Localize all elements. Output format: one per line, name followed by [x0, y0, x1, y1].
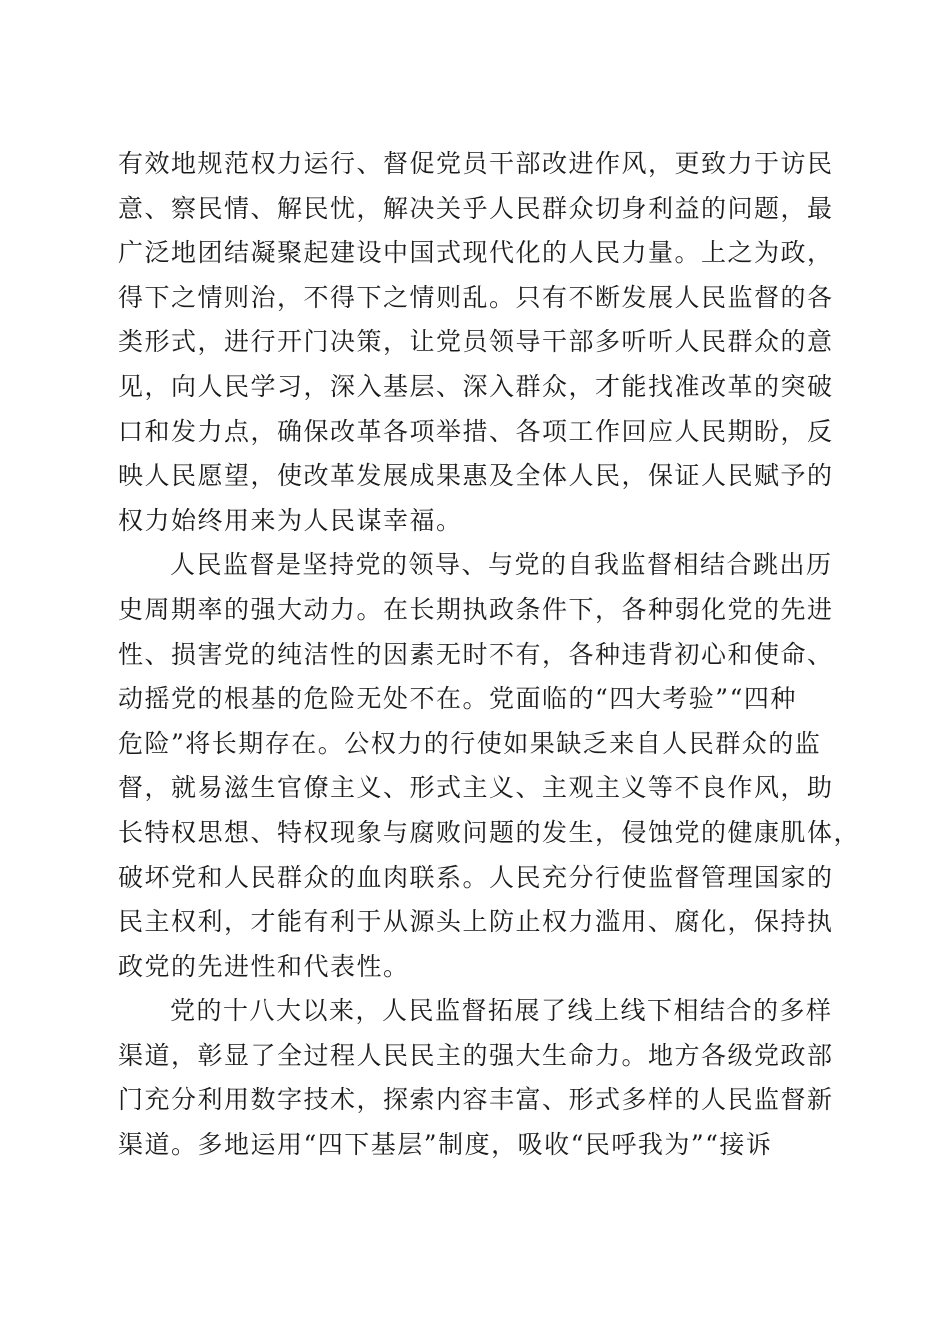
- text-line: 渠道。多地运用“四下基层”制度，吸收“民呼我为”“接诉: [118, 1130, 773, 1160]
- text-line: 民主权利，才能有利于从源头上防止权力滥用、腐化，保持执: [118, 907, 834, 937]
- text-line: 性、损害党的纯洁性的因素无时不有，各种违背初心和使命、: [118, 639, 834, 669]
- paragraph-2: [118, 543, 861, 989]
- text-line: 督，就易滋生官僚主义、形式主义、主观主义等不良作风，助: [118, 773, 834, 803]
- text-line: 长特权思想、特权现象与腐败问题的发生，侵蚀党的健康肌体，: [118, 817, 861, 847]
- text-line: 广泛地团结凝聚起建设中国式现代化的人民力量。上之为政，: [118, 238, 834, 268]
- text-line: 得下之情则治，不得下之情则乱。只有不断发展人民监督的各: [118, 282, 834, 312]
- text-line: 映人民愿望，使改革发展成果惠及全体人民，保证人民赋予的: [118, 461, 834, 491]
- text-line: 人民监督是坚持党的领导、与党的自我监督相结合跳出历: [170, 550, 833, 580]
- text-line: 危险”将长期存在。公权力的行使如果缺乏来自人民群众的监: [118, 728, 822, 758]
- text-line: 党的十八大以来，人民监督拓展了线上线下相结合的多样: [170, 996, 833, 1026]
- text-line: 门充分利用数字技术，探索内容丰富、形式多样的人民监督新: [118, 1085, 834, 1115]
- document-body: [118, 142, 861, 1168]
- text-line: 渠道，彰显了全过程人民民主的强大生命力。地方各级党政部: [118, 1040, 834, 1070]
- text-line: 有效地规范权力运行、督促党员干部改进作风，更致力于访民: [118, 149, 834, 178]
- text-line: 见，向人民学习，深入基层、深入群众，才能找准改革的突破: [118, 371, 834, 401]
- text-line: 史周期率的强大动力。在长期执政条件下，各种弱化党的先进: [118, 594, 834, 624]
- paragraph-3: [118, 989, 838, 1167]
- text-line: 类形式，进行开门决策，让党员领导干部多听听人民群众的意: [118, 327, 834, 357]
- text-line: 权力始终用来为人民谋幸福。: [118, 505, 463, 535]
- text-line: 口和发力点，确保改革各项举措、各项工作回应人民期盼，反: [118, 416, 834, 446]
- text-line: 意、察民情、解民忧，解决关乎人民群众切身利益的问题，最: [118, 193, 834, 223]
- text-line: 政党的先进性和代表性。: [118, 951, 410, 981]
- text-line: 动摇党的根基的危险无处不在。党面临的“四大考验”“四种: [118, 684, 797, 714]
- text-line: 破坏党和人民群众的血肉联系。人民充分行使监督管理国家的: [118, 862, 834, 892]
- paragraph-1: [118, 142, 838, 543]
